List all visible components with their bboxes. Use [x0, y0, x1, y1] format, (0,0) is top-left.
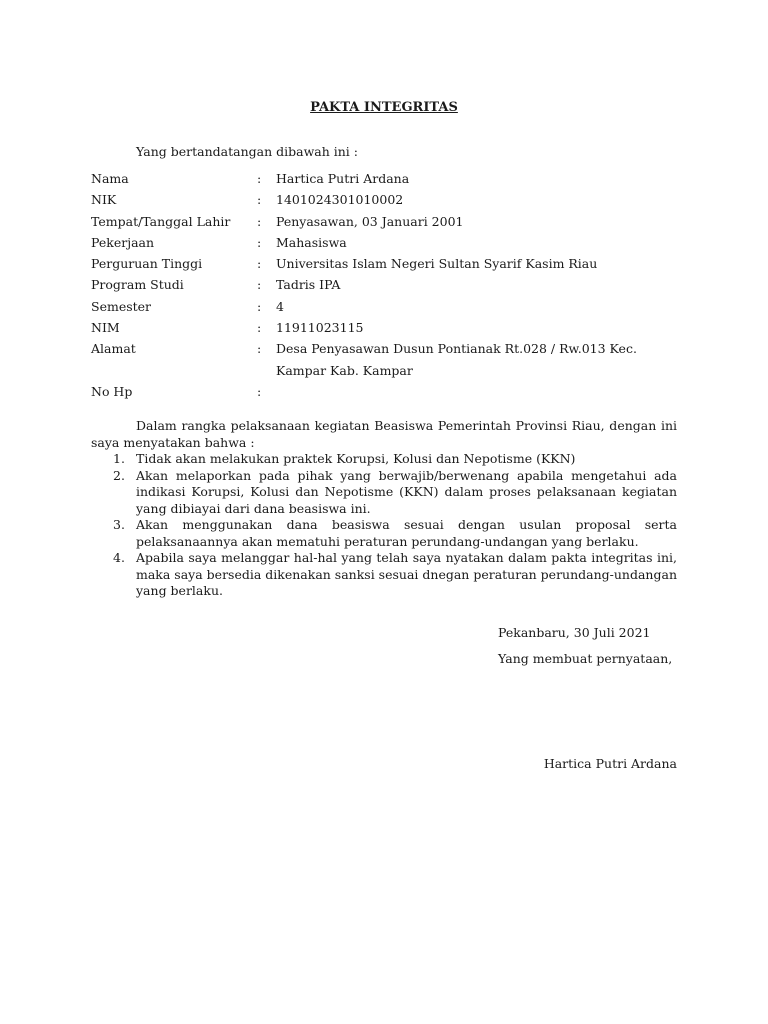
field-program-studi: [91, 274, 691, 295]
field-value: Universitas Islam Negeri Sultan Syarif Kasim Riau: [276, 256, 598, 272]
field-no-hp: [91, 381, 691, 402]
statement-points: [91, 451, 677, 600]
intro-text: Yang bertandatangan dibawah ini :: [136, 144, 358, 159]
document-title: PAKTA INTEGRITAS: [310, 100, 458, 115]
field-colon: :: [257, 213, 262, 229]
field-colon: :: [257, 277, 262, 293]
field-value: 4: [276, 298, 284, 314]
list-text: Akan melaporkan pada pihak yang berwajib/berwenang apabila mengetahui ada indikasi Korupsi, Kolusi dan Nepotisme (KKN) dalam proses pelaksanaan kegiatan yang dibiayai dari dana beasiswa ini.: [136, 467, 677, 516]
field-value: 1401024301010002: [276, 192, 404, 208]
field-colon: :: [257, 341, 262, 357]
field-label: Program Studi: [91, 277, 184, 293]
field-colon: :: [257, 320, 262, 336]
identity-fields: [91, 168, 691, 402]
field-perguruan-tinggi: [91, 253, 691, 274]
place-date: Pekanbaru, 30 Juli 2021: [498, 625, 651, 640]
field-nik: [91, 189, 691, 210]
field-label: Pekerjaan: [91, 234, 155, 250]
list-item: [91, 550, 677, 600]
field-nim: [91, 317, 691, 338]
field-label: Nama: [91, 171, 129, 186]
field-value: Mahasiswa: [276, 234, 347, 250]
field-value: Tadris IPA: [276, 277, 341, 293]
signer-name: Hartica Putri Ardana: [543, 756, 677, 771]
field-value: 11911023115: [276, 320, 364, 336]
field-label: Perguruan Tinggi: [91, 256, 203, 272]
field-colon: :: [257, 234, 262, 250]
list-item: [91, 468, 677, 518]
field-label: Semester: [91, 298, 152, 314]
list-number: 1.: [113, 451, 125, 466]
field-colon: :: [257, 383, 262, 399]
field-label: No Hp: [91, 383, 133, 399]
field-label: NIM: [91, 320, 120, 336]
field-label: NIK: [91, 192, 117, 208]
list-number: 2.: [113, 467, 125, 483]
list-text: Akan menggunakan dana beasiswa sesuai dengan usulan proposal serta pelaksanaannya akan mematuhi peraturan perundang-undangan yang berlaku.: [136, 517, 677, 549]
field-alamat: [91, 338, 691, 381]
field-ttl: [91, 211, 691, 232]
list-item: [91, 451, 677, 468]
field-colon: :: [257, 192, 262, 208]
statement-paragraph: Dalam rangka pelaksanaan kegiatan Beasiswa Pemerintah Provinsi Riau, dengan ini saya menyatakan bahwa :: [91, 418, 677, 450]
list-text: Tidak akan melakukan praktek Korupsi, Kolusi dan Nepotisme (KKN): [136, 451, 576, 466]
list-number: 3.: [113, 517, 125, 532]
field-colon: :: [257, 256, 262, 272]
field-value: Hartica Putri Ardana: [276, 171, 410, 186]
field-value: Desa Penyasawan Dusun Pontianak Rt.028 / Rw.013 Kec. Kampar Kab. Kampar: [276, 341, 637, 378]
field-label: Tempat/Tanggal Lahir: [91, 213, 231, 229]
field-pekerjaan: [91, 232, 691, 253]
field-colon: :: [257, 298, 262, 314]
list-text: Apabila saya melanggar hal-hal yang telah saya nyatakan dalam pakta integritas ini, maka saya bersedia dikenakan sanksi sesuai dnegan peraturan perundang-undangan yang berlaku.: [136, 550, 677, 598]
maker-label: Yang membuat pernyataan,: [498, 651, 673, 666]
list-item: [91, 517, 677, 550]
list-number: 4.: [113, 550, 125, 565]
field-value: Penyasawan, 03 Januari 2001: [276, 213, 464, 229]
field-label: Alamat: [91, 341, 136, 357]
field-semester: [91, 296, 691, 317]
field-colon: :: [257, 171, 262, 186]
field-nama: [91, 168, 691, 189]
